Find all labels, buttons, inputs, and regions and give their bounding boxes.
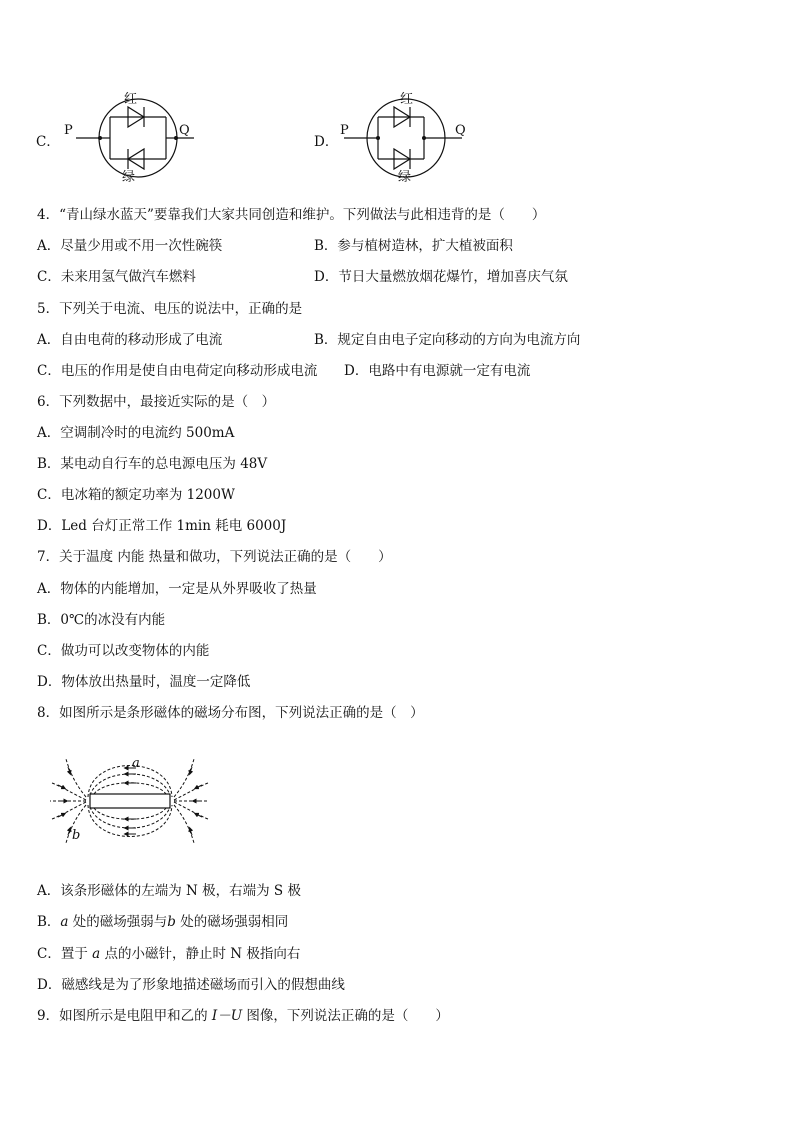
q9-iu: I－U — [211, 1008, 243, 1024]
option-b-b: b — [167, 914, 176, 930]
question-7-option-d: D．物体放出热量时，温度一定降低 — [37, 674, 251, 690]
diode-figure-c — [62, 88, 202, 188]
question-7-option-c: C．做功可以改变物体的内能 — [37, 643, 210, 659]
question-4-option-a: A．尽量少用或不用一次性碗筷 — [37, 238, 223, 254]
option-b-mid: 处的磁场强弱与 — [68, 914, 168, 930]
question-6-option-b: B．某电动自行车的总电源电压为 48V — [37, 456, 268, 472]
diode-figure-d — [340, 88, 480, 188]
red-led-label: 红 — [400, 92, 414, 107]
option-c-label: C． — [36, 134, 60, 150]
question-5-option-b: B．规定自由电子定向移动的方向为电流方向 — [314, 332, 581, 348]
terminal-q-label: Q — [179, 123, 190, 138]
question-6-option-a: A．空调制冷时的电流约 500mA — [37, 425, 235, 441]
question-6-option-d: D．Led 台灯正常工作 1min 耗电 6000J — [37, 518, 287, 534]
option-c-post: 点的小磁针，静止时 N 极指向右 — [100, 946, 301, 962]
option-b-a: a — [60, 914, 69, 930]
option-b-post: 处的磁场强弱相同 — [175, 914, 289, 930]
option-c-a: a — [92, 946, 101, 962]
q9-stem-prefix: 9．如图所示是电阻甲和乙的 — [37, 1008, 212, 1024]
question-4-stem: 4．“青山绿水蓝天”要靠我们大家共同创造和维护。下列做法与此相违背的是（ ） — [37, 207, 546, 223]
bar-magnet-field-figure — [50, 755, 210, 847]
q9-stem-suffix: 图像，下列说法正确的是（ ） — [242, 1008, 449, 1024]
question-6-stem: 6．下列数据中，最接近实际的是（ ） — [37, 394, 276, 410]
question-5-option-c: C．电压的作用是使自由电荷定向移动形成电流 — [37, 363, 318, 379]
question-7-option-b: B．0℃的冰没有内能 — [37, 612, 166, 628]
question-4-option-c: C．未来用氢气做汽车燃料 — [37, 269, 196, 285]
option-c-prefix: C．置于 — [37, 946, 93, 962]
red-led-label: 红 — [124, 92, 138, 107]
question-9-stem — [37, 1007, 449, 1025]
point-b-label: b — [72, 828, 81, 843]
question-5-stem: 5．下列关于电流、电压的说法中，正确的是 — [37, 301, 303, 317]
terminal-p-label: P — [340, 123, 349, 138]
green-led-label: 绿 — [122, 170, 136, 185]
question-5-option-a: A．自由电荷的移动形成了电流 — [37, 332, 223, 348]
option-d-label: D． — [314, 134, 339, 150]
question-8-option-d: D．磁感线是为了形象地描述磁场而引入的假想曲线 — [37, 977, 345, 993]
question-7-stem: 7．关于温度 内能 热量和做功，下列说法正确的是（ ） — [37, 549, 392, 565]
option-b-prefix: B． — [37, 914, 61, 930]
question-4-option-d: D．节日大量燃放烟花爆竹，增加喜庆气氛 — [314, 269, 568, 285]
question-4-option-b: B．参与植树造林，扩大植被面积 — [314, 238, 513, 254]
question-8-option-a: A．该条形磁体的左端为 N 极，右端为 S 极 — [37, 883, 301, 899]
question-6-option-c: C．电冰箱的额定功率为 1200W — [37, 487, 235, 503]
question-5-option-d: D．电路中有电源就一定有电流 — [344, 363, 531, 379]
green-led-label: 绿 — [398, 170, 412, 185]
question-8-option-b — [37, 913, 288, 931]
question-8-stem: 8．如图所示是条形磁体的磁场分布图，下列说法正确的是（ ） — [37, 705, 424, 721]
question-7-option-a: A．物体的内能增加，一定是从外界吸收了热量 — [37, 581, 317, 597]
terminal-q-label: Q — [455, 123, 466, 138]
point-a-label: a — [132, 756, 140, 771]
question-8-option-c — [37, 945, 300, 963]
terminal-p-label: P — [64, 123, 73, 138]
